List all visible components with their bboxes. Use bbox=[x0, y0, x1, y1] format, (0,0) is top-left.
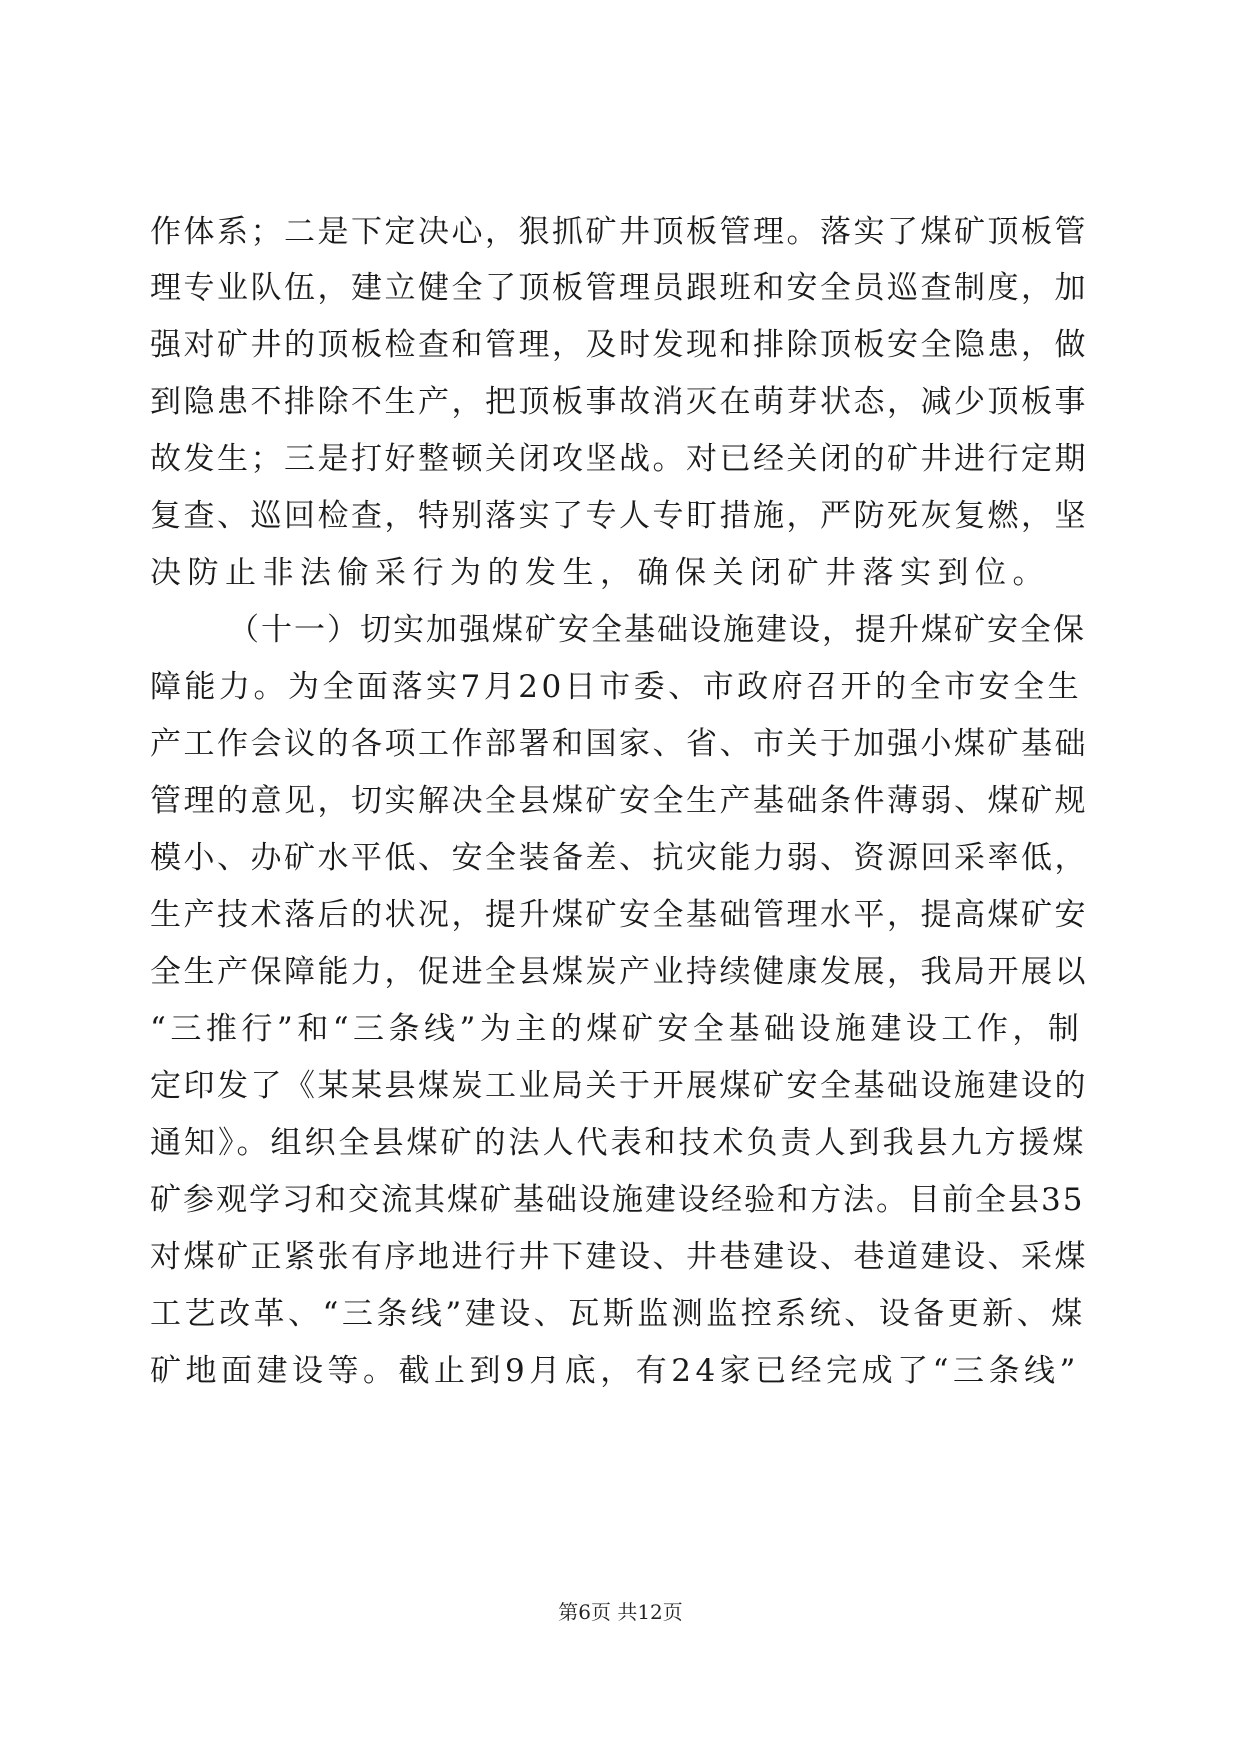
paragraph-start-line: （十一）切实加强煤矿安全基础设施建设，提升煤矿安全保 bbox=[228, 612, 1086, 648]
text-line: 产工作会议的各项工作部署和国家、省、市关于加强小煤矿基础 bbox=[150, 726, 1088, 762]
text-line: 全生产保障能力，促进全县煤炭产业持续健康发展，我局开展以 bbox=[150, 954, 1088, 990]
text-line: 复查、巡回检查，特别落实了专人专盯措施，严防死灰复燃，坚 bbox=[150, 498, 1088, 534]
text-line: 管理的意见，切实解决全县煤矿安全生产基础条件薄弱、煤矿规 bbox=[150, 783, 1088, 819]
text-line: 故发生；三是打好整顿关闭攻坚战。对已经关闭的矿井进行定期 bbox=[150, 441, 1088, 477]
text-line: 工艺改革、“三条线”建设、瓦斯监测监控系统、设备更新、煤 bbox=[150, 1296, 1086, 1332]
text-line: 矿参观学习和交流其煤矿基础设施建设经验和方法。目前全县35 bbox=[150, 1182, 1085, 1218]
text-line: 障能力。为全面落实7月20日市委、市政府召开的全市安全生 bbox=[150, 669, 1083, 705]
text-line: 理专业队伍，建立健全了顶板管理员跟班和安全员巡查制度，加 bbox=[150, 270, 1088, 306]
text-line: 模小、办矿水平低、安全装备差、抗灾能力弱、资源回采率低， bbox=[150, 840, 1088, 876]
text-line: 定印发了《某某县煤炭工业局关于开展煤矿安全基础设施建设的 bbox=[150, 1068, 1088, 1104]
text-line: 作体系；二是下定决心，狠抓矿井顶板管理。落实了煤矿顶板管 bbox=[150, 214, 1088, 250]
text-line: “三推行”和“三条线”为主的煤矿安全基础设施建设工作，制 bbox=[150, 1011, 1084, 1047]
text-line: 决防止非法偷采行为的发生，确保关闭矿井落实到位。 bbox=[150, 555, 1050, 591]
text-line: 强对矿井的顶板检查和管理，及时发现和排除顶板安全隐患，做 bbox=[150, 327, 1088, 363]
text-line: 通知》。组织全县煤矿的法人代表和技术负责人到我县九方援煤 bbox=[150, 1125, 1087, 1161]
page-number-footer: 第6页 共12页 bbox=[558, 1600, 683, 1624]
text-line: 对煤矿正紧张有序地进行井下建设、井巷建设、巷道建设、采煤 bbox=[150, 1239, 1088, 1275]
text-line: 到隐患不排除不生产，把顶板事故消灭在萌芽状态，减少顶板事 bbox=[150, 384, 1088, 420]
text-line: 矿地面建设等。截止到9月底，有24家已经完成了“三条线” bbox=[150, 1353, 1080, 1389]
text-line: 生产技术落后的状况，提升煤矿安全基础管理水平，提高煤矿安 bbox=[150, 897, 1088, 933]
